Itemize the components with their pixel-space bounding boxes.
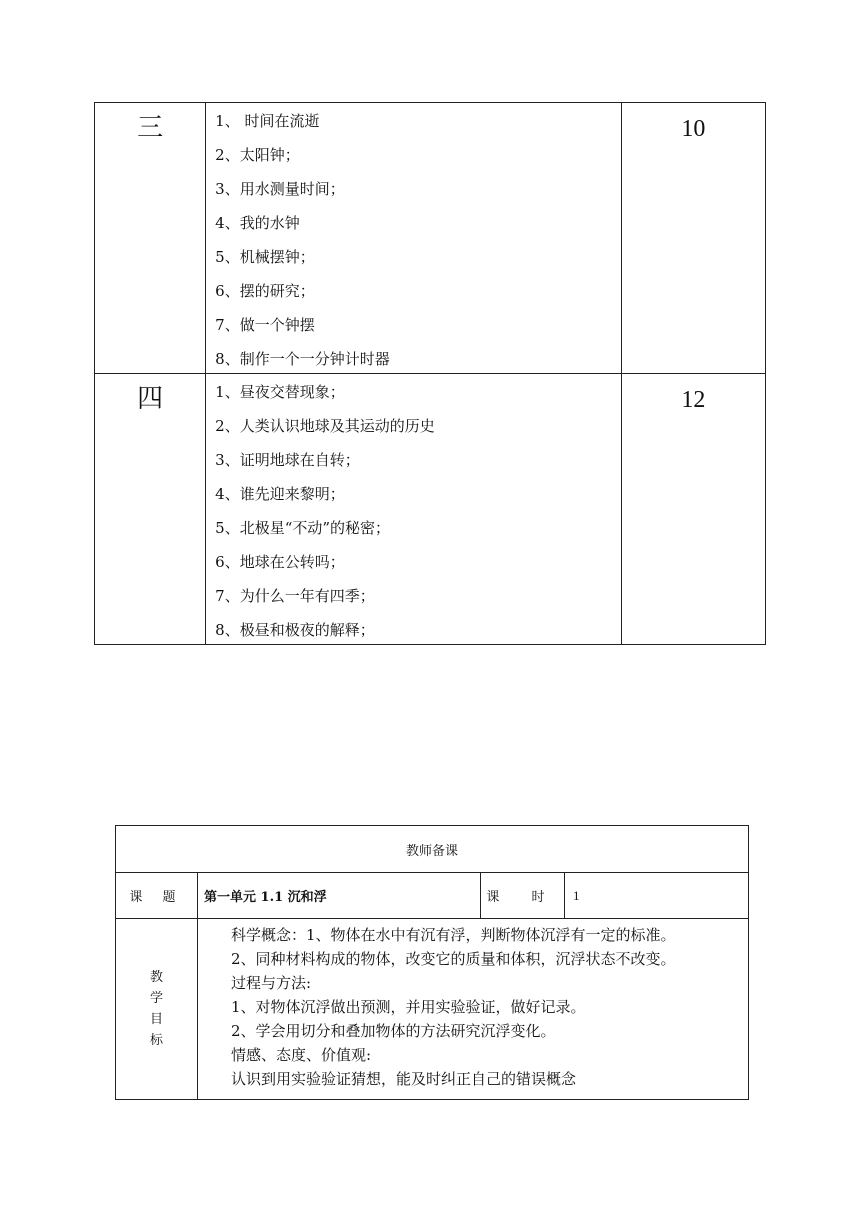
topic-label: 课 题 — [116, 873, 198, 919]
lesson-item: 6、地球在公转吗； — [215, 553, 345, 571]
unit-row-four — [95, 374, 766, 645]
lesson-item: 2、人类认识地球及其运动的历史 — [215, 417, 435, 435]
lesson-item: 8、制作一个一分钟计时器 — [215, 350, 390, 368]
unit-number: 三 — [95, 103, 206, 374]
unit-number: 四 — [95, 374, 206, 645]
lesson-item: 5、北极星“不动”的秘密； — [215, 519, 391, 537]
objectives-label-char: 标 — [149, 1033, 163, 1048]
lesson-list-cell — [206, 374, 622, 645]
objective-line: 科学概念：1、物体在水中有沉有浮，判断物体沉浮有一定的标准。 — [231, 926, 676, 944]
objective-line: 2、同种材料构成的物体，改变它的质量和体积，沉浮状态不改变。 — [231, 950, 676, 968]
objective-line: 2、学会用切分和叠加物体的方法研究沉浮变化。 — [231, 1022, 556, 1040]
lesson-item: 4、谁先迎来黎明； — [215, 485, 345, 503]
lesson-item: 4、我的水钟 — [215, 214, 300, 232]
class-hours: 10 — [621, 103, 765, 374]
objective-line: 认识到用实验验证猜想，能及时纠正自己的错误概念 — [231, 1070, 577, 1088]
objectives-label — [116, 919, 198, 1100]
period-value: 1 — [565, 873, 749, 919]
lesson-item: 1、昼夜交替现象； — [215, 383, 345, 401]
lesson-item: 6、摆的研究； — [215, 282, 315, 300]
lesson-item: 8、极昼和极夜的解释； — [215, 621, 375, 639]
class-hours: 12 — [621, 374, 765, 645]
objective-line: 1、对物体沉浮做出预测，并用实验验证，做好记录。 — [231, 998, 586, 1016]
objective-line: 情感、态度、价值观: — [231, 1046, 372, 1064]
objectives-label-char: 目 — [149, 1012, 163, 1027]
lesson-list — [206, 374, 621, 644]
period-label: 课 时 — [481, 873, 565, 919]
objectives-label-char: 教 — [149, 970, 163, 985]
objective-line: 过程与方法: — [231, 974, 312, 992]
lesson-item: 5、机械摆钟； — [215, 248, 315, 266]
lesson-item: 3、用水测量时间； — [215, 180, 345, 198]
lesson-list-cell — [206, 103, 622, 374]
lesson-plan-table — [115, 825, 749, 1100]
unit-row-three — [95, 103, 766, 374]
lesson-item: 2、太阳钟； — [215, 146, 300, 164]
topic-value: 第一单元 1.1 沉和浮 — [198, 873, 481, 919]
objectives-label-char: 学 — [149, 991, 163, 1006]
lesson-list — [206, 103, 621, 373]
lesson-item: 1、 时间在流逝 — [215, 112, 320, 130]
objectives-content — [198, 919, 749, 1100]
plan-title: 教师备课 — [116, 826, 749, 873]
lesson-item: 3、证明地球在自转； — [215, 451, 360, 469]
lesson-item: 7、为什么一年有四季； — [215, 587, 375, 605]
unit-schedule-table — [94, 102, 766, 645]
lesson-item: 7、做一个钟摆 — [215, 316, 315, 334]
